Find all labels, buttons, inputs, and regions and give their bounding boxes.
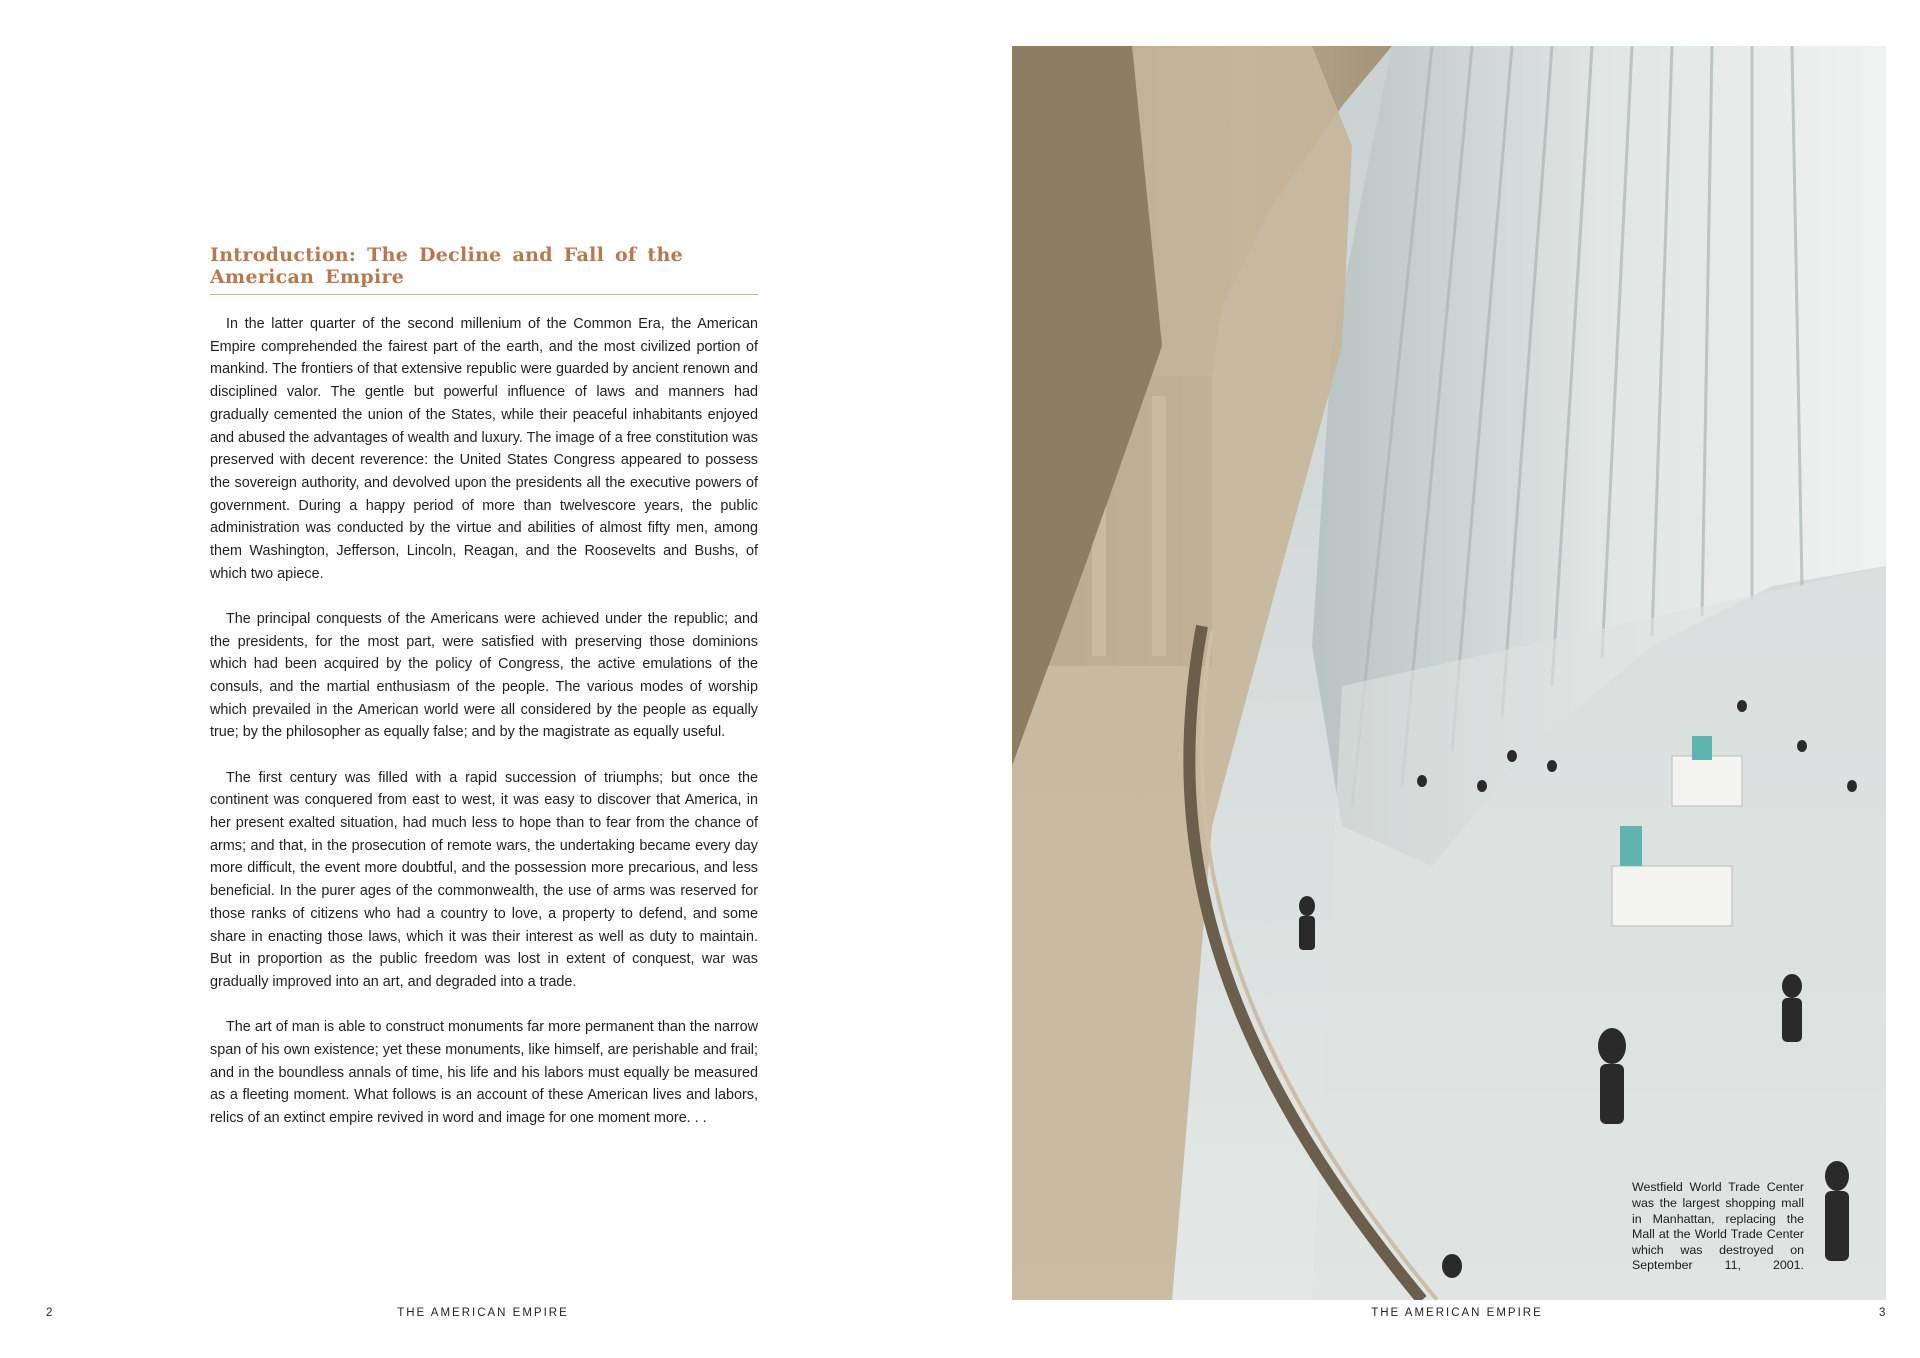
article — [210, 244, 758, 1152]
page-number-right: 3 — [1879, 1307, 1886, 1319]
photo-caption: Westfield World Trade Center was the largest shopping mall in Manhattan, replacing the Mall at the World Trade Center which was destroyed on September 11, 2001. — [1632, 1180, 1804, 1273]
article-body — [210, 313, 758, 1130]
paragraph-2: The principal conquests of the Americans were achieved under the republic; and the presidents, for the most part, were satisfied with preserving those dominions which had been acquired by the policy of Congress, the active emulations of the consuls, and the martial enthusiasm of the people. The various modes of worship which prevailed in the American world were all considered by the people as equally true; by the philosopher as equally false; and by the magistrate as equally useful. — [210, 610, 758, 741]
page-number-left: 2 — [46, 1307, 53, 1319]
running-head-right: THE AMERICAN EMPIRE — [1371, 1307, 1543, 1319]
paragraph-1: In the latter quarter of the second millenium of the Common Era, the American Empire comprehended the fairest part of the earth, and the most civilized portion of mankind. The frontiers of that extensive republic were guarded by ancient renown and disciplined valor. The gentle but powerful influence of laws and manners had gradually cemented the union of the States, while their peaceful inhabitants enjoyed and abused the advantages of wealth and luxury. The image of a free constitution was preserved with decent reverence: the United States Congress appeared to possess the sovereign authority, and devolved upon the presidents all the executive powers of government. During a happy period of more than twelvescore years, the public administration was conducted by the virtue and abilities of almost fifty men, among them Washington, Jefferson, Lincoln, Reagan, and the Roosevelts and Bushs, of which two apiece. — [210, 316, 758, 582]
running-head-left: THE AMERICAN EMPIRE — [397, 1307, 569, 1319]
oculus-interior-photo — [1012, 46, 1886, 1300]
photo-illustration — [1012, 46, 1886, 1300]
article-title: Introduction: The Decline and Fall of the American Empire — [210, 244, 758, 295]
paragraph-3: The first century was filled with a rapid succession of triumphs; but once the continent was conquered from east to west, it was easy to discover that America, in her present exalted situation, had much less to hope than to fear from the chance of arms; and that, in the prosecution of remote wars, the undertaking became every day more difficult, the event more doubtful, and the possession more precarious, and less beneficial. In the purer ages of the commonwealth, the use of arms was reserved for those ranks of citizens who had a country to love, a property to defend, and some share in enacting those laws, which it was their interest as well as duty to maintain. But in proportion as the public freedom was lost in extent of conquest, war was gradually improved into an art, and degraded into a trade. — [210, 769, 758, 990]
paragraph-4: The art of man is able to construct monuments far more permanent than the narrow span of his own existence; yet these monuments, like himself, are perishable and frail; and in the boundless annals of time, his life and his labors must equally be measured as a fleeting moment. What follows is an account of these American lives and labors, relics of an extinct empire revived in word and image for one moment more. . . — [210, 1019, 758, 1126]
